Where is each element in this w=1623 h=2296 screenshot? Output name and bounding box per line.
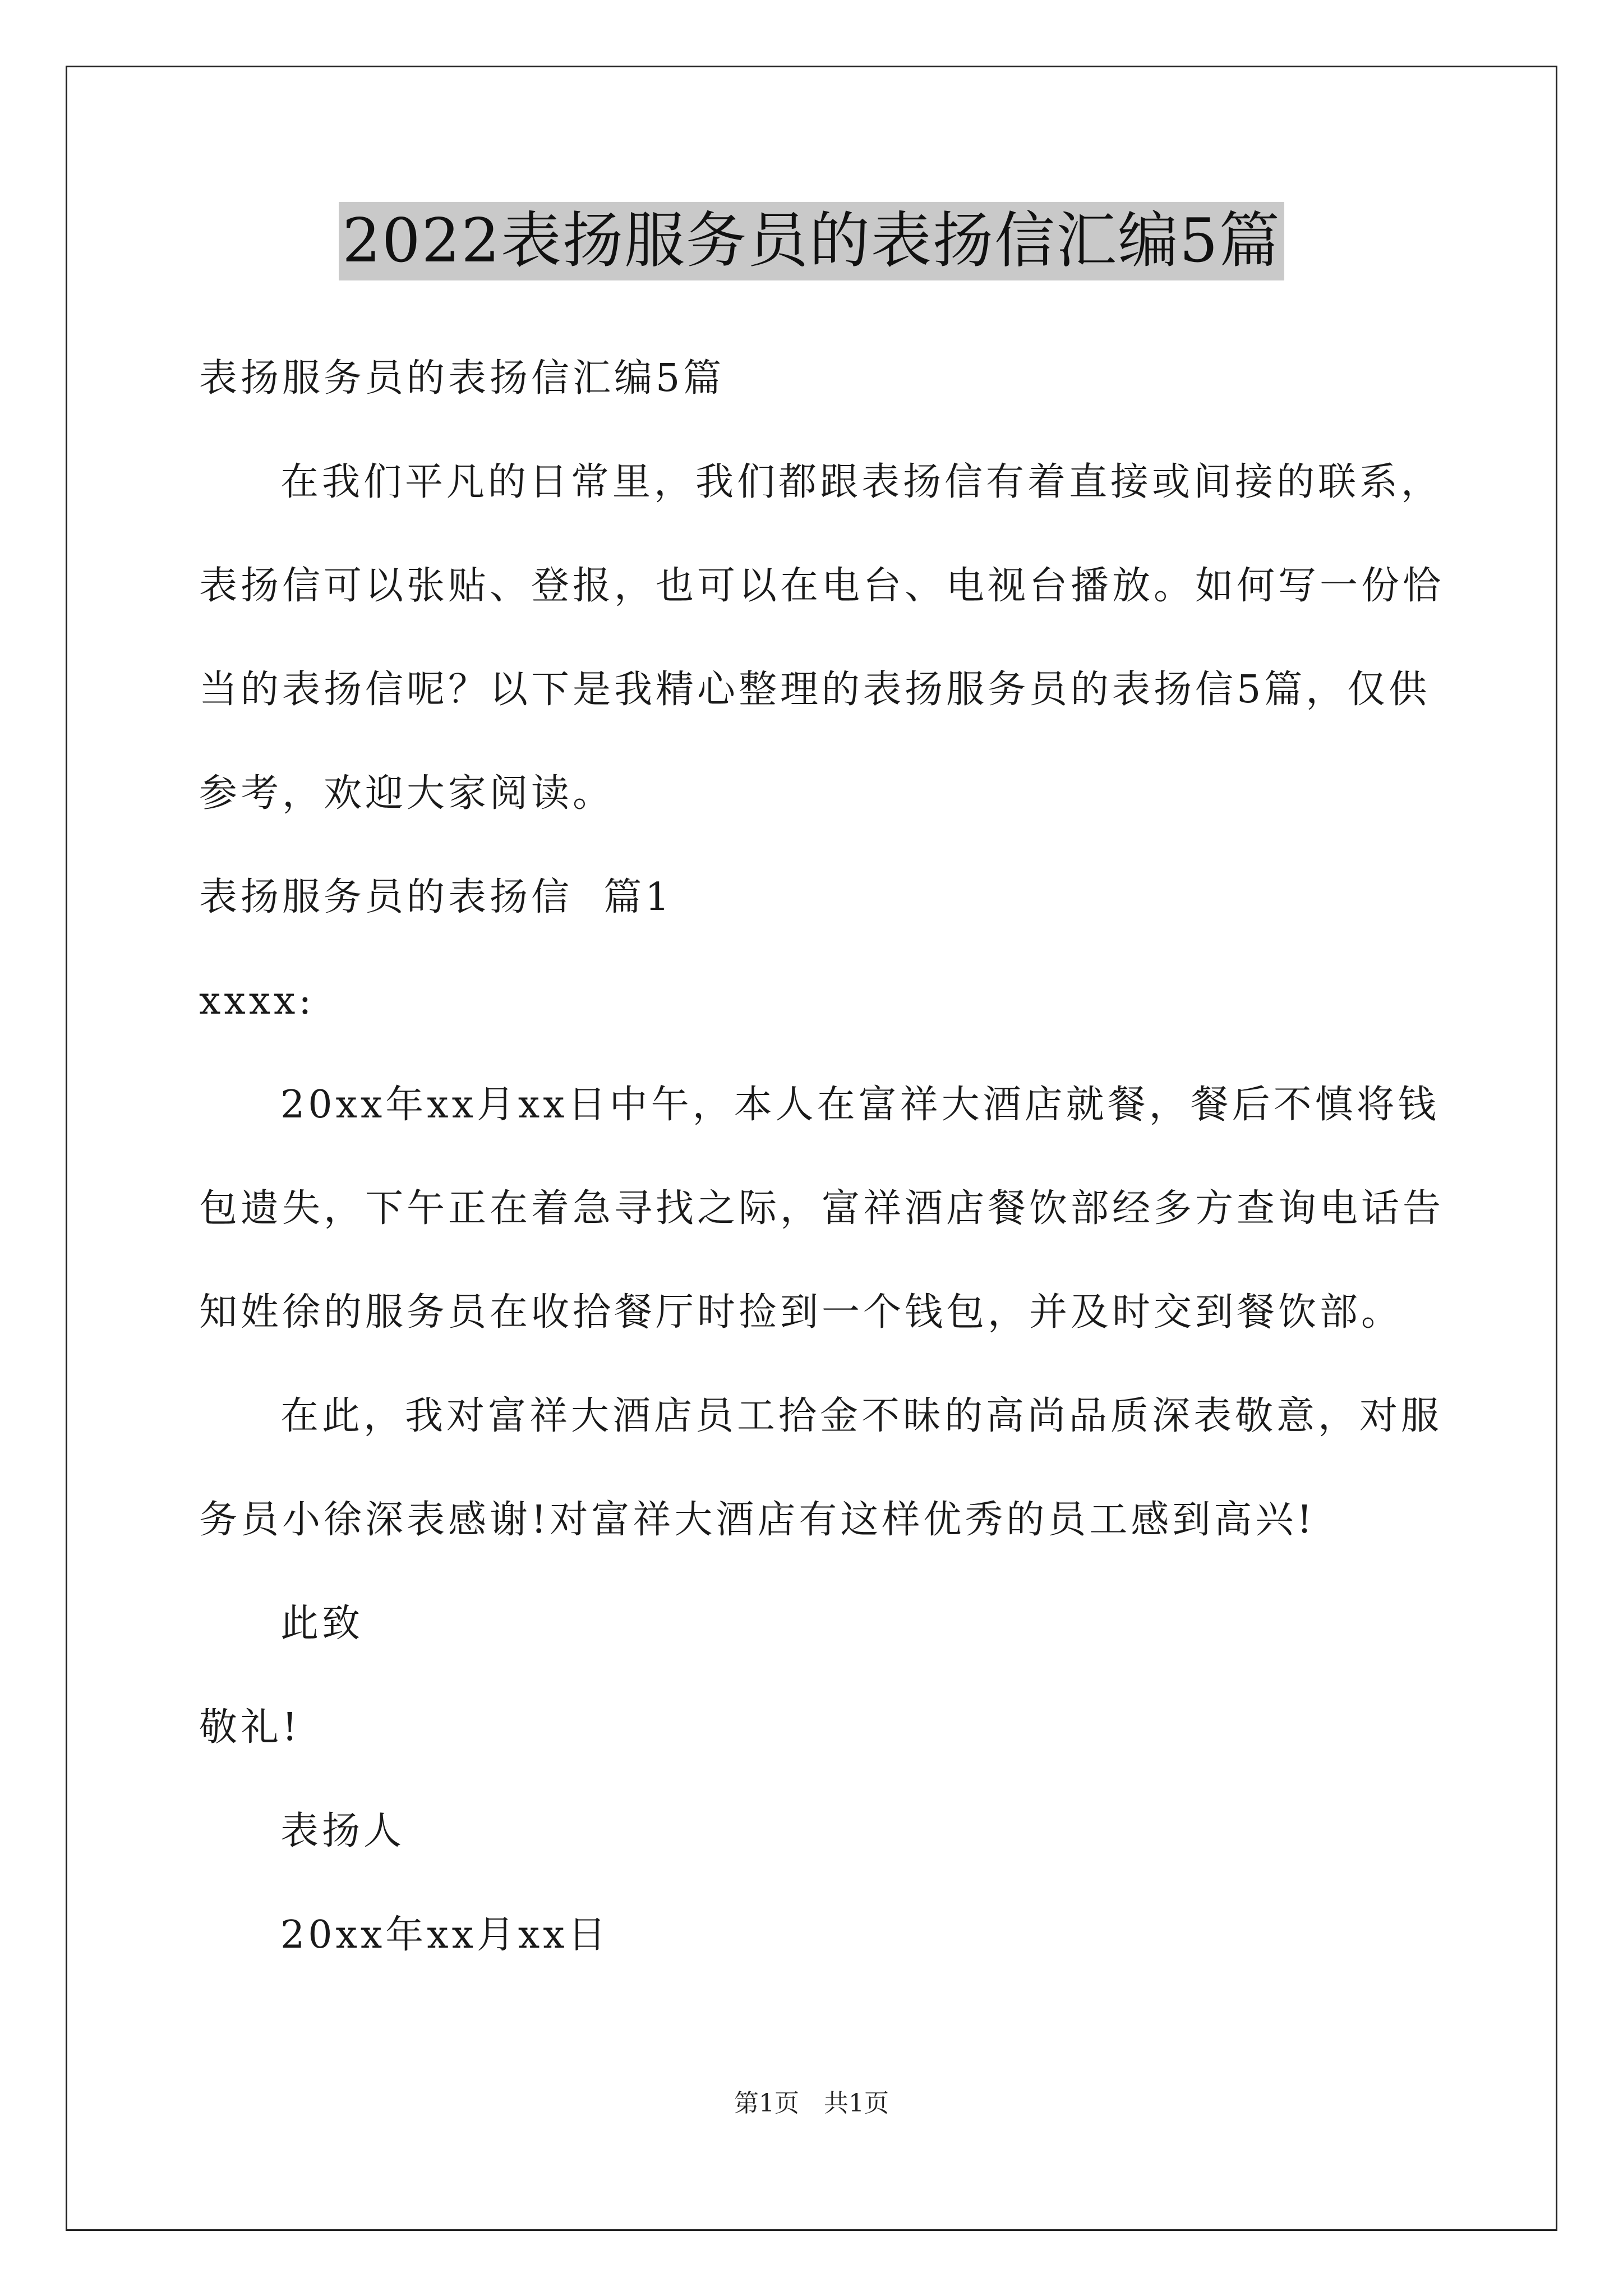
section-heading: 表扬服务员的表扬信 篇1 — [199, 875, 673, 919]
subtitle: 表扬服务员的表扬信汇编5篇 — [199, 356, 725, 401]
paragraph2-line-2: 务员小徐深表感谢!对富祥大酒店有这样优秀的员工感到高兴! — [199, 1498, 1316, 1542]
intro-line-4: 参考，欢迎大家阅读。 — [199, 771, 615, 816]
intro-line-1: 在我们平凡的日常里，我们都跟表扬信有着直接或间接的联系， — [280, 460, 1443, 504]
paragraph1-line-3: 知姓徐的服务员在收拾餐厅时捡到一个钱包，并及时交到餐饮部。 — [199, 1290, 1403, 1335]
salutation: xxxx: — [199, 979, 315, 1023]
page-footer — [0, 2087, 1623, 2120]
paragraph1-line-2: 包遗失，下午正在着急寻找之际，富祥酒店餐饮部经多方查询电话告 — [199, 1186, 1445, 1231]
page-number-current: 第1页 — [734, 2089, 799, 2118]
document-title: 2022表扬服务员的表扬信汇编5篇 — [339, 202, 1284, 280]
paragraph2-line-1: 在此，我对富祥大酒店员工拾金不昧的高尚品质深表敬意，对服 — [280, 1394, 1443, 1438]
closing: 此致 — [280, 1602, 364, 1646]
intro-line-2: 表扬信可以张贴、登报，也可以在电台、电视台播放。如何写一份恰 — [199, 564, 1445, 608]
intro-line-3: 当的表扬信呢？以下是我精心整理的表扬服务员的表扬信5篇，仅供 — [199, 668, 1431, 712]
regards: 敬礼! — [199, 1705, 301, 1750]
paragraph1-line-1: 20xx年xx月xx日中午，本人在富祥大酒店就餐，餐后不慎将钱 — [280, 1083, 1440, 1127]
title-container — [0, 202, 1623, 280]
date: 20xx年xx月xx日 — [280, 1913, 610, 1957]
signer: 表扬人 — [280, 1809, 405, 1853]
page-number-total: 共1页 — [824, 2089, 889, 2118]
